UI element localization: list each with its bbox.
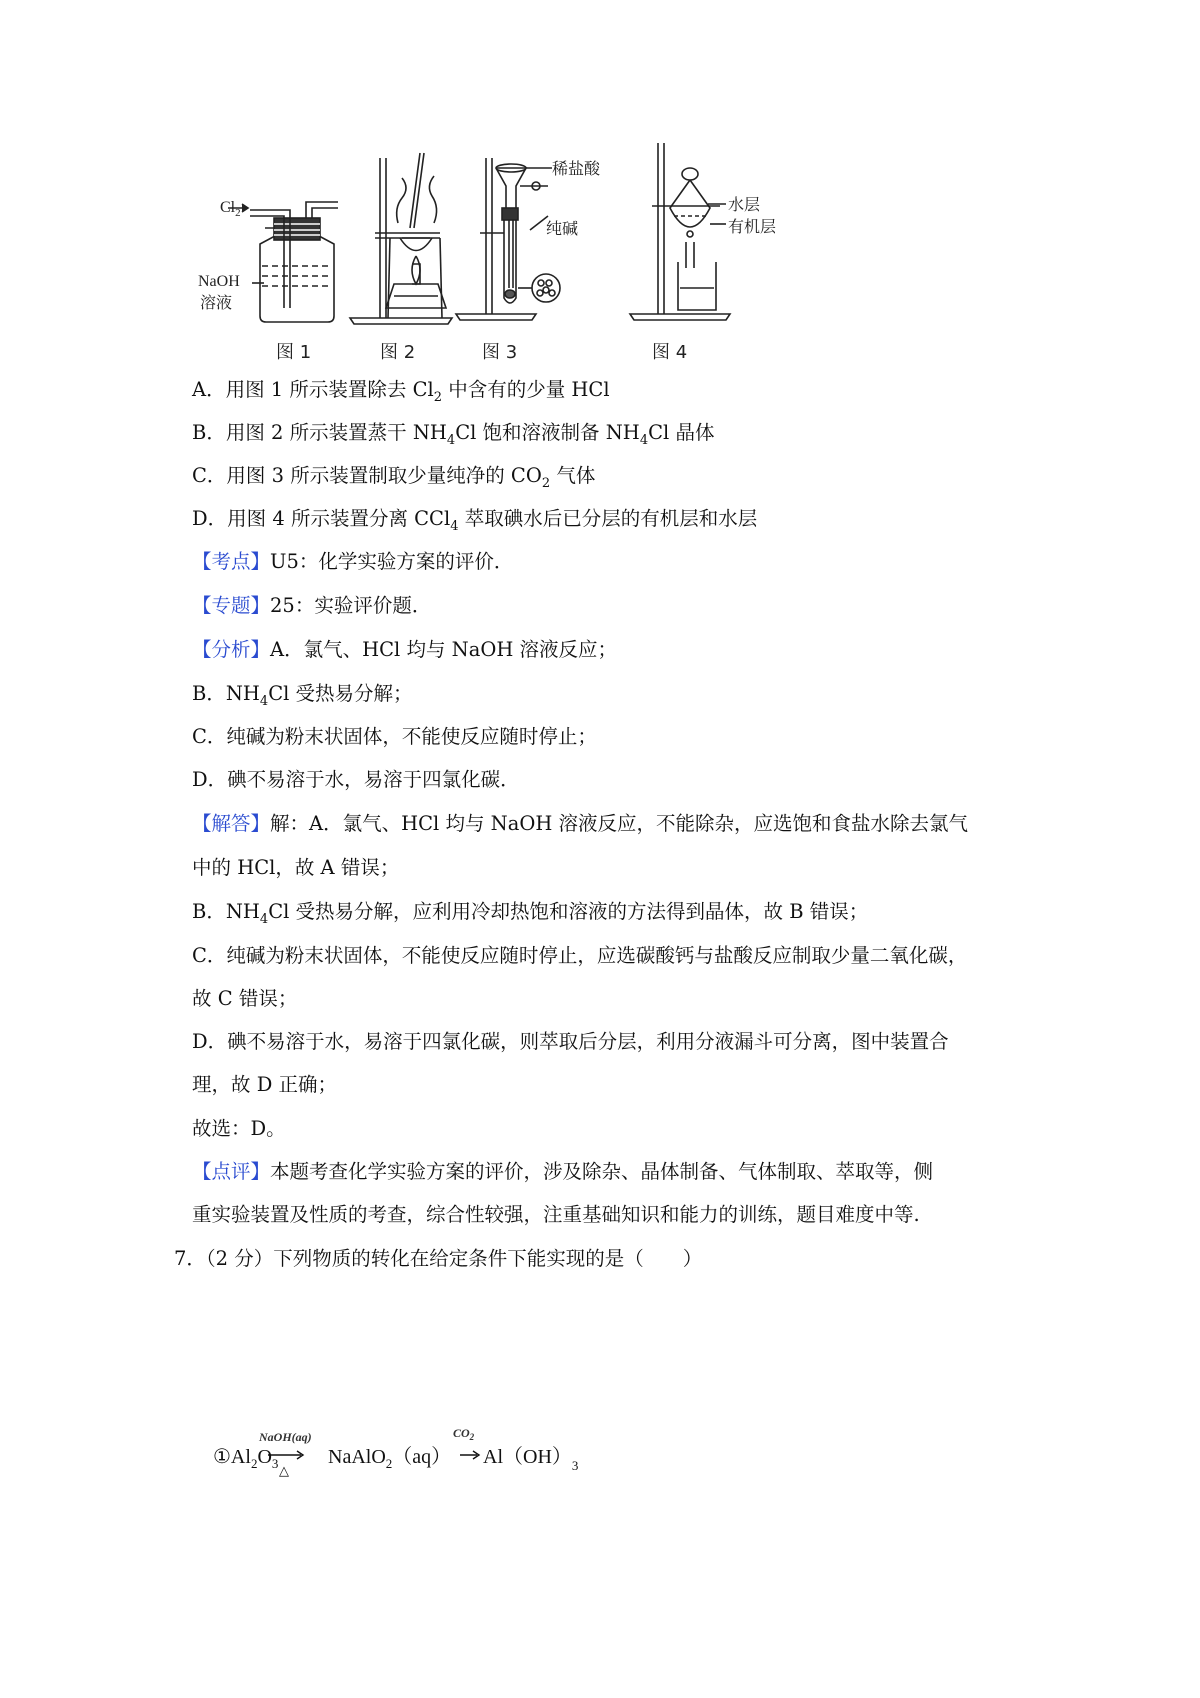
fig2-evaporation xyxy=(350,153,452,324)
kaodian-tag: 【考点】 xyxy=(192,550,271,573)
caption-fig1: 图 1 xyxy=(276,342,312,363)
caption-fig2: 图 2 xyxy=(380,342,416,363)
fenxi-b: B．$NH_4Cl$ 受热易分解； xyxy=(192,682,413,709)
caption-fig3: 图 3 xyxy=(482,342,518,363)
svg-text:NaAlO2（aq）: NaAlO$_2$（aq） xyxy=(328,1446,452,1471)
jieda-line1: 【解答】解：A．氯气、HCl 均与 NaOH 溶液反应，不能除杂，应选饱和食盐水除去氯气 xyxy=(192,812,969,835)
option-d: D．用图 4 所示装置分离 CCl$_4$ 萃取碘水后已分层的有机层和水层 xyxy=(192,507,758,534)
caption-fig4: 图 4 xyxy=(652,342,688,363)
jieda-d1: D．碘不易溶于水，易溶于四氯化碳，则萃取后分层，利用分液漏斗可分离，图中装置合 xyxy=(192,1030,949,1053)
kaodian-line: 【考点】U5：化学实验方案的评价． xyxy=(192,550,514,573)
reagent-co2: $CO_2$ xyxy=(453,1426,475,1442)
jieda-tag: 【解答】 xyxy=(192,812,271,835)
jieda-line2: 中的 HCl，故 A 错误； xyxy=(192,856,400,879)
apparatus-figure xyxy=(190,138,850,373)
fenxi-tag: 【分析】 xyxy=(192,638,271,661)
reagent-naoh: NaOH(aq) xyxy=(259,1430,312,1444)
dianping-line2: 重实验装置及性质的考查，综合性较强，注重基础知识和能力的训练，题目难度中等. xyxy=(192,1203,920,1226)
fig1-wash-bottle xyxy=(228,202,338,322)
fig3-gas-generator xyxy=(456,158,560,320)
zhuanti-line: 【专题】25：实验评价题． xyxy=(192,594,432,617)
fenxi-c: C．纯碱为粉末状固体，不能使反应随时停止； xyxy=(192,725,597,748)
fenxi-line: 【分析】A．氯气、HCl 均与 NaOH 溶液反应； xyxy=(192,638,618,661)
organic-layer-label: 有机层 xyxy=(728,217,777,236)
water-layer-label: 水层 xyxy=(728,195,761,214)
svg-text:Al（OH）3: $Al(OH)_3$ xyxy=(483,1446,579,1473)
naoh-label: NaOH xyxy=(198,273,240,290)
dilute-hcl-label: 稀盐酸 xyxy=(552,159,601,178)
heat-condition: △ xyxy=(279,1463,289,1478)
soda-ash-label: 纯碱 xyxy=(546,219,579,238)
jieda-c2: 故 C 错误； xyxy=(192,987,298,1010)
jieda-answer: 故选：D。 xyxy=(192,1117,286,1140)
svg-text:Cl2: $Cl_2$ xyxy=(220,199,241,219)
apparatus-diagram xyxy=(190,138,850,373)
reaction-chain xyxy=(213,1425,633,1495)
option-b: B．用图 2 所示装置蒸干 $NH_4Cl$ 饱和溶液制备 $NH_4Cl$ 晶体 xyxy=(192,421,715,448)
jieda-b: B．$NH_4Cl$ 受热易分解，应利用冷却热饱和溶液的方法得到晶体，故 B 错误； xyxy=(192,900,869,927)
fig4-separatory-funnel xyxy=(630,143,730,320)
jieda-d2: 理，故 D 正确； xyxy=(192,1073,338,1096)
option-c: C．用图 3 所示装置制取少量纯净的 $CO_2$ 气体 xyxy=(192,464,596,491)
option-a: A．用图 1 所示装置除去 $Cl_2$ 中含有的少量 HCl xyxy=(192,378,610,405)
jieda-c1: C．纯碱为粉末状固体，不能使反应随时停止，应选碳酸钙与盐酸反应制取少量二氧化碳， xyxy=(192,944,968,967)
svg-text:①Al2O3: $①Al_2O_3$ xyxy=(213,1446,279,1471)
fenxi-d: D．碘不易溶于水，易溶于四氯化碳． xyxy=(192,768,520,791)
dianping-line1: 【点评】本题考查化学实验方案的评价，涉及除杂、晶体制备、气体制取、萃取等，侧 xyxy=(192,1160,934,1183)
zhuanti-tag: 【专题】 xyxy=(192,594,271,617)
question7-stem: 7．（2 分）下列物质的转化在给定条件下能实现的是（ ） xyxy=(174,1247,703,1270)
question7-formula xyxy=(213,1425,633,1495)
dianping-tag: 【点评】 xyxy=(192,1160,271,1183)
solution-label: 溶液 xyxy=(200,293,233,312)
